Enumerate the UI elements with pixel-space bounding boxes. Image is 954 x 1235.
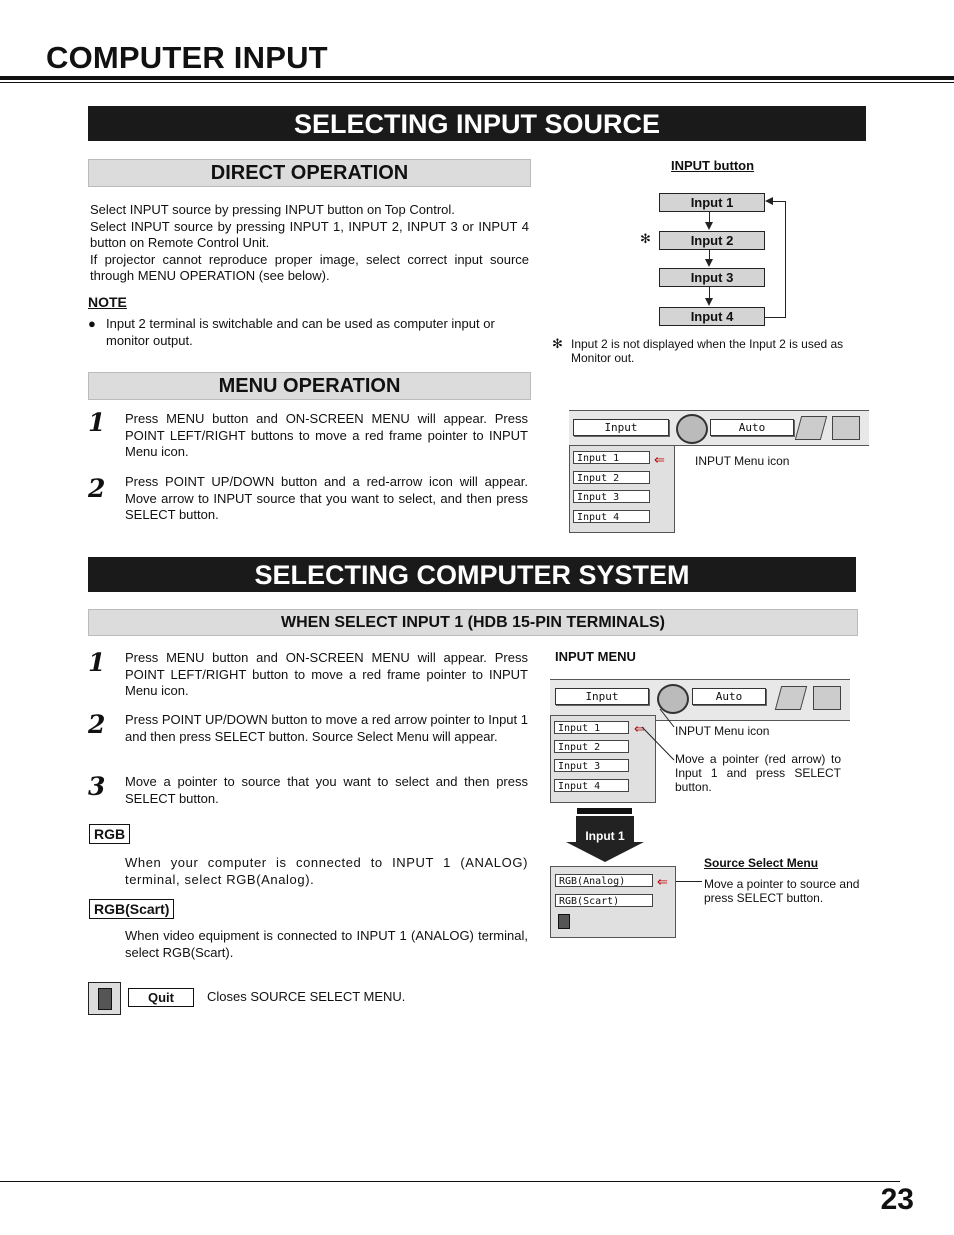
- direct-line-3: If projector cannot reproduce proper image, select correct input source through MENU OPERATION (see below).: [90, 251, 529, 283]
- red-arrow-pointer-icon: ⇐: [657, 874, 668, 889]
- red-arrow-pointer-icon: ⇐: [634, 721, 645, 736]
- step-text: Press MENU button and ON-SCREEN MENU will appear. Press POINT LEFT/RIGHT button to move a red frame pointer to INPUT Menu icon.: [125, 650, 528, 698]
- input1-heading: WHEN SELECT INPUT 1 (HDB 15-PIN TERMINALS): [88, 609, 858, 636]
- direct-line-2: Select INPUT source by pressing INPUT 1, INPUT 2, INPUT 3 or INPUT 4 button on Remote Control Unit.: [90, 218, 529, 250]
- step-number: 3: [88, 772, 106, 801]
- osd-item-input-4: Input 4: [573, 510, 650, 523]
- direct-operation-heading: DIRECT OPERATION: [88, 159, 531, 187]
- osd-icon-caption: INPUT Menu icon: [695, 454, 790, 468]
- step-number: 2: [88, 710, 106, 739]
- section-title-computer-system: SELECTING COMPUTER SYSTEM: [88, 557, 856, 592]
- rgb-label: RGB: [89, 824, 130, 844]
- step-text: Move a pointer to source that you want to select and then press SELECT button.: [125, 774, 528, 806]
- step-text: Press POINT UP/DOWN button to move a red arrow pointer to Input 1 and then press SELECT button. Source Select Menu will appear.: [125, 712, 528, 744]
- osd-item-input-4: Input 4: [554, 779, 629, 792]
- source-menu-caption: Source Select Menu: [704, 856, 819, 870]
- input-menu-icon: [676, 414, 708, 444]
- osd-input-label: Input: [555, 688, 649, 705]
- step-text: Press POINT UP/DOWN button and a red-arrow icon will appear. Move arrow to INPUT source that you want to select, and then press SELECT button.: [125, 474, 528, 522]
- step-number: 1: [88, 408, 106, 437]
- transition-label: Input 1: [585, 829, 625, 843]
- page-number: 23: [880, 1183, 914, 1216]
- bullet-icon: ●: [88, 316, 96, 331]
- transition-bar: [577, 808, 632, 814]
- osd-icon-caption: INPUT Menu icon: [675, 724, 770, 738]
- direct-line-1: Select INPUT source by pressing INPUT button on Top Control.: [90, 202, 455, 217]
- page-title: COMPUTER INPUT: [46, 40, 328, 75]
- note-label: NOTE: [88, 294, 127, 310]
- quit-text: Closes SOURCE SELECT MENU.: [207, 989, 406, 1004]
- footnote-asterisk-icon: ✻: [552, 336, 563, 351]
- menu-operation-heading: MENU OPERATION: [88, 372, 531, 400]
- caption-leader-lines: [630, 705, 680, 765]
- pointer-caption: Move a pointer (red arrow) to Input 1 and press SELECT button.: [675, 752, 841, 794]
- arrow-down-icon: [705, 259, 713, 267]
- osd-item-input-3: Input 3: [554, 759, 629, 772]
- osd-input-label: Input: [573, 419, 669, 436]
- flow-input-2: Input 2: [659, 231, 765, 250]
- hint-leader-line: [676, 881, 702, 882]
- source-item-rgb-analog: RGB(Analog): [555, 874, 653, 887]
- osd-item-input-3: Input 3: [573, 490, 650, 503]
- arrow-down-icon: [705, 298, 713, 306]
- flow-loop: [785, 201, 786, 318]
- step-text: Press MENU button and ON-SCREEN MENU will appear. Press POINT LEFT/RIGHT buttons to move a red frame pointer to INPUT Menu icon.: [125, 411, 528, 459]
- osd-auto-label: Auto: [692, 688, 766, 705]
- arrow-left-icon: [765, 197, 773, 205]
- rgb-scart-label: RGB(Scart): [89, 899, 174, 919]
- footer-rule: [0, 1181, 900, 1182]
- footnote-text: Input 2 is not displayed when the Input 2 is used as Monitor out.: [571, 337, 844, 365]
- input-button-caption: INPUT button: [671, 158, 755, 173]
- source-item-rgb-scart: RGB(Scart): [555, 894, 653, 907]
- source-menu-hint: Move a pointer to source and press SELECT button.: [704, 877, 860, 905]
- flow-input-1: Input 1: [659, 193, 765, 212]
- rgb-scart-text: When video equipment is connected to INPUT 1 (ANALOG) terminal, select RGB(Scart).: [125, 928, 528, 960]
- direct-operation-text: [90, 202, 529, 285]
- section-title-input-source: SELECTING INPUT SOURCE: [88, 106, 866, 141]
- step-number: 2: [88, 474, 106, 503]
- header-rule: [0, 76, 954, 80]
- flow-loop: [765, 317, 785, 318]
- flow-loop: [771, 201, 786, 202]
- screen-icon: [813, 686, 841, 710]
- quit-door-icon: [558, 914, 570, 929]
- flow-input-4: Input 4: [659, 307, 765, 326]
- input-menu-caption: INPUT MENU: [555, 649, 636, 664]
- flow-input-3: Input 3: [659, 268, 765, 287]
- quit-door-icon: [88, 982, 121, 1015]
- osd-item-input-1: Input 1: [554, 721, 629, 734]
- osd-item-input-2: Input 2: [573, 471, 650, 484]
- arrow-down-icon: [705, 222, 713, 230]
- osd-auto-label: Auto: [710, 419, 794, 436]
- note-text: Input 2 terminal is switchable and can be used as computer input or monitor output.: [106, 316, 495, 348]
- step-number: 1: [88, 648, 106, 677]
- rgb-text: When your computer is connected to INPUT 1 (ANALOG) terminal, select RGB(Analog).: [125, 855, 528, 887]
- screen-icon: [832, 416, 860, 440]
- quit-button: Quit: [128, 988, 194, 1007]
- osd-item-input-2: Input 2: [554, 740, 629, 753]
- asterisk-icon: ✻: [640, 231, 651, 246]
- osd-item-input-1: Input 1: [573, 451, 650, 464]
- red-arrow-pointer-icon: ⇐: [654, 452, 665, 467]
- header-rule-thin: [0, 82, 954, 83]
